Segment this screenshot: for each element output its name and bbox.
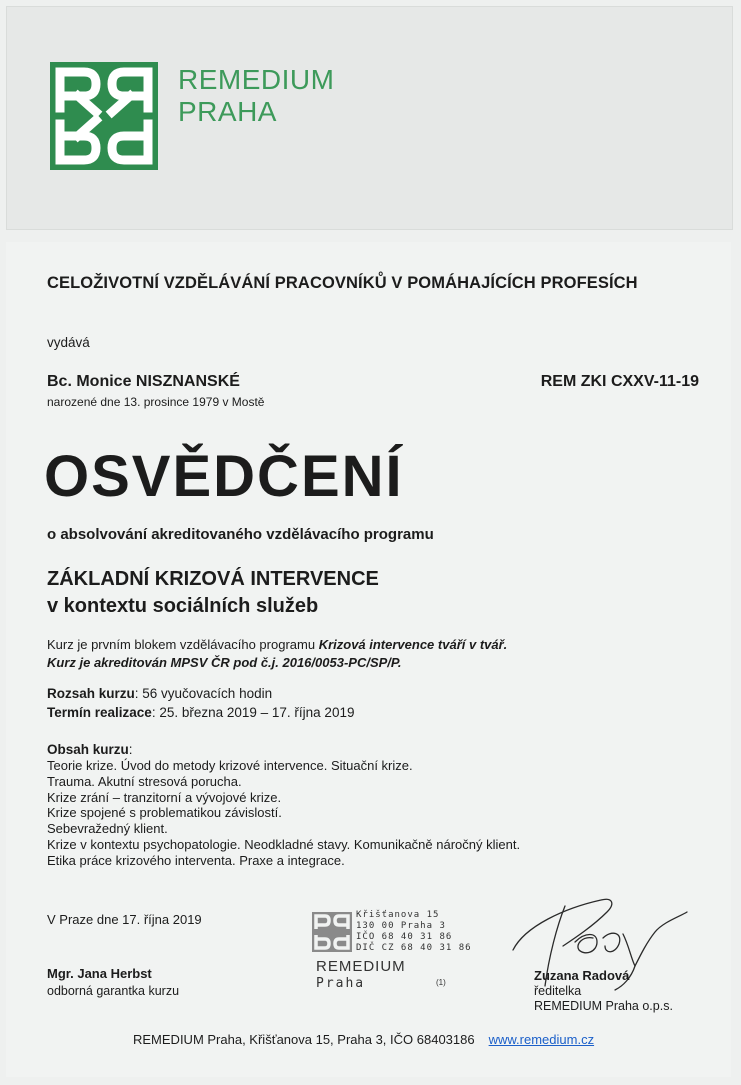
course-term <box>47 705 354 720</box>
program-heading: CELOŽIVOTNÍ VZDĚLÁVÁNÍ PRACOVNÍKŮ V POMÁHAJÍCÍCH PROFESÍCH <box>47 274 638 292</box>
course-content-list <box>47 758 520 869</box>
guarantor-name: Mgr. Jana Herbst <box>47 966 152 981</box>
course-term-value: : 25. března 2019 – 17. října 2019 <box>151 705 355 720</box>
course-content-item: Krize zrání – tranzitorní a vývojové krize. <box>47 789 282 805</box>
stamp-logo-icon <box>312 912 352 952</box>
course-content-item: Sebevražedný klient. <box>47 821 168 837</box>
course-content-label-text: Obsah kurzu <box>47 742 129 757</box>
certificate-subtitle: o absolvování akreditovaného vzdělávacího programu <box>47 526 434 543</box>
course-scope-label: Rozsah kurzu <box>47 686 135 701</box>
brand-city: PRAHA <box>178 96 277 127</box>
accreditation-note: Kurz je akreditován MPSV ČR pod č.j. 2016/0053-PC/SP/P. <box>47 655 402 670</box>
course-content-colon: : <box>128 742 133 757</box>
stamp-postal: 130 00 Praha 3 <box>356 921 446 931</box>
footer-website-link[interactable]: www.remedium.cz <box>488 1032 595 1047</box>
certificate-title: OSVĚDČENÍ <box>44 444 404 509</box>
course-scope <box>47 686 272 701</box>
program-note-name: Krizová intervence tváří v tvář. <box>318 637 508 652</box>
remedium-logo <box>50 62 158 170</box>
course-content-label <box>47 742 133 757</box>
program-subtitle: v kontextu sociálních služeb <box>47 595 319 617</box>
course-term-label: Termín realizace <box>47 705 152 720</box>
course-content-item: Krize spojené s problematikou závislostí. <box>47 805 282 821</box>
place-date: V Praze dne 17. října 2019 <box>47 912 202 927</box>
organization-stamp <box>312 910 472 992</box>
course-content-item: Trauma. Akutní stresová porucha. <box>47 773 242 789</box>
footer-address: REMEDIUM Praha, Křišťanova 15, Praha 3, IČO 68403186 <box>133 1032 475 1047</box>
course-content-item: Teorie krize. Úvod do metody krizové intervence. Situační krize. <box>47 758 413 773</box>
stamp-street: Křišťanova 15 <box>356 910 440 920</box>
director-role: ředitelka <box>534 984 582 998</box>
course-scope-value: : 56 vyučovacích hodin <box>134 686 273 701</box>
course-content-item: Krize v kontextu psychopatologie. Neodkladné stavy. Komunikačně náročný klient. <box>47 836 521 852</box>
logo-rr-mark <box>50 62 158 170</box>
guarantor-role: odborná garantka kurzu <box>47 984 180 998</box>
footer <box>133 1032 594 1047</box>
brand-name: REMEDIUM <box>178 64 335 95</box>
stamp-city: Praha <box>316 976 366 991</box>
certificate-reference: REM ZKI CXXV-11-19 <box>540 373 699 390</box>
course-content-item: Etika práce krizového interventa. Praxe a integrace. <box>47 852 345 868</box>
stamp-dic: DIČ CZ 68 40 31 86 <box>356 943 472 953</box>
recipient-name: Bc. Monice NISZNANSKÉ <box>47 373 240 390</box>
program-title: ZÁKLADNÍ KRIZOVÁ INTERVENCE <box>47 568 379 590</box>
stamp-mark: (1) <box>436 978 446 987</box>
recipient-birth-info: narozené dne 13. prosince 1979 v Mostě <box>47 395 265 409</box>
issued-label: vydává <box>47 335 90 350</box>
director-organization: REMEDIUM Praha o.p.s. <box>534 999 673 1013</box>
program-note-prefix: Kurz je prvním blokem vzdělávacího programu <box>47 637 319 652</box>
program-note <box>47 637 507 652</box>
stamp-org-name: REMEDIUM <box>316 958 406 975</box>
director-name: Zuzana Radová <box>534 968 630 983</box>
stamp-ico: IČO 68 40 31 86 <box>356 932 453 942</box>
